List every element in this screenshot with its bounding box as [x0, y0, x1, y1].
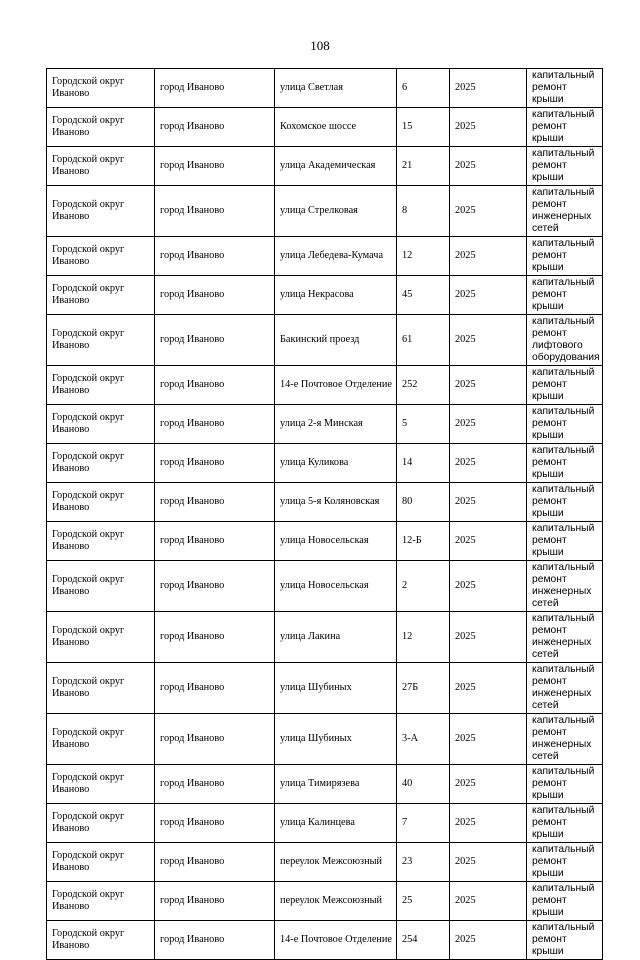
table-row — [47, 561, 603, 612]
table-row — [47, 522, 603, 561]
cell-city: город Иваново — [155, 108, 275, 147]
cell-city: город Иваново — [155, 804, 275, 843]
cell-house-number: 252 — [397, 366, 450, 405]
cell-district: Городской округ Иваново — [47, 147, 155, 186]
cell-year: 2025 — [450, 108, 527, 147]
cell-year: 2025 — [450, 804, 527, 843]
cell-city: город Иваново — [155, 882, 275, 921]
cell-work-type: капитальный ремонт крыши — [527, 882, 603, 921]
cell-city: город Иваново — [155, 237, 275, 276]
cell-year: 2025 — [450, 237, 527, 276]
cell-street: улица Новосельская — [275, 561, 397, 612]
cell-city: город Иваново — [155, 522, 275, 561]
cell-year: 2025 — [450, 276, 527, 315]
cell-house-number: 15 — [397, 108, 450, 147]
table-row — [47, 147, 603, 186]
cell-street: улица Шубиных — [275, 663, 397, 714]
cell-work-type: капитальный ремонт крыши — [527, 522, 603, 561]
table-row — [47, 405, 603, 444]
cell-district: Городской округ Иваново — [47, 276, 155, 315]
cell-work-type: капитальный ремонт крыши — [527, 237, 603, 276]
table-row — [47, 663, 603, 714]
cell-street: улица Академическая — [275, 147, 397, 186]
cell-street: 14-е Почтовое Отделение — [275, 366, 397, 405]
cell-year: 2025 — [450, 663, 527, 714]
cell-year: 2025 — [450, 882, 527, 921]
cell-work-type: капитальный ремонт крыши — [527, 147, 603, 186]
cell-street: улица Лакина — [275, 612, 397, 663]
cell-city: город Иваново — [155, 147, 275, 186]
cell-work-type: капитальный ремонт инженерных сетей — [527, 186, 603, 237]
cell-district: Городской округ Иваново — [47, 366, 155, 405]
cell-year: 2025 — [450, 69, 527, 108]
cell-house-number: 40 — [397, 765, 450, 804]
cell-work-type: капитальный ремонт крыши — [527, 804, 603, 843]
cell-house-number: 12-Б — [397, 522, 450, 561]
cell-year: 2025 — [450, 843, 527, 882]
table-row — [47, 483, 603, 522]
table-row — [47, 765, 603, 804]
cell-year: 2025 — [450, 561, 527, 612]
cell-street: улица Куликова — [275, 444, 397, 483]
cell-year: 2025 — [450, 444, 527, 483]
cell-year: 2025 — [450, 714, 527, 765]
cell-street: улица Светлая — [275, 69, 397, 108]
cell-house-number: 45 — [397, 276, 450, 315]
cell-house-number: 6 — [397, 69, 450, 108]
cell-district: Городской округ Иваново — [47, 921, 155, 960]
cell-city: город Иваново — [155, 921, 275, 960]
cell-year: 2025 — [450, 405, 527, 444]
table-row — [47, 315, 603, 366]
cell-district: Городской округ Иваново — [47, 882, 155, 921]
cell-house-number: 25 — [397, 882, 450, 921]
table-row — [47, 804, 603, 843]
cell-year: 2025 — [450, 612, 527, 663]
cell-street: Бакинский проезд — [275, 315, 397, 366]
cell-street: улица Шубиных — [275, 714, 397, 765]
cell-year: 2025 — [450, 147, 527, 186]
cell-year: 2025 — [450, 483, 527, 522]
table-row — [47, 444, 603, 483]
cell-city: город Иваново — [155, 612, 275, 663]
cell-work-type: капитальный ремонт крыши — [527, 921, 603, 960]
table-row — [47, 108, 603, 147]
cell-city: город Иваново — [155, 765, 275, 804]
cell-street: улица 5-я Коляновская — [275, 483, 397, 522]
cell-work-type: капитальный ремонт крыши — [527, 765, 603, 804]
cell-city: город Иваново — [155, 663, 275, 714]
cell-house-number: 23 — [397, 843, 450, 882]
cell-district: Городской округ Иваново — [47, 237, 155, 276]
cell-district: Городской округ Иваново — [47, 444, 155, 483]
cell-district: Городской округ Иваново — [47, 108, 155, 147]
cell-year: 2025 — [450, 921, 527, 960]
cell-work-type: капитальный ремонт инженерных сетей — [527, 612, 603, 663]
cell-house-number: 61 — [397, 315, 450, 366]
cell-district: Городской округ Иваново — [47, 612, 155, 663]
cell-city: город Иваново — [155, 444, 275, 483]
cell-year: 2025 — [450, 522, 527, 561]
cell-house-number: 21 — [397, 147, 450, 186]
cell-street: улица Лебедева-Кумача — [275, 237, 397, 276]
cell-house-number: 12 — [397, 237, 450, 276]
cell-work-type: капитальный ремонт инженерных сетей — [527, 663, 603, 714]
cell-house-number: 2 — [397, 561, 450, 612]
cell-work-type: капитальный ремонт инженерных сетей — [527, 561, 603, 612]
cell-street: улица Стрелковая — [275, 186, 397, 237]
cell-district: Городской округ Иваново — [47, 69, 155, 108]
table-row — [47, 882, 603, 921]
cell-district: Городской округ Иваново — [47, 804, 155, 843]
cell-year: 2025 — [450, 315, 527, 366]
cell-house-number: 3-А — [397, 714, 450, 765]
cell-work-type: капитальный ремонт крыши — [527, 69, 603, 108]
cell-city: город Иваново — [155, 366, 275, 405]
cell-street: улица Некрасова — [275, 276, 397, 315]
table-row — [47, 186, 603, 237]
cell-work-type: капитальный ремонт крыши — [527, 276, 603, 315]
cell-house-number: 254 — [397, 921, 450, 960]
cell-year: 2025 — [450, 366, 527, 405]
cell-house-number: 27Б — [397, 663, 450, 714]
cell-district: Городской округ Иваново — [47, 522, 155, 561]
table-row — [47, 612, 603, 663]
cell-district: Городской округ Иваново — [47, 765, 155, 804]
cell-street: улица Новосельская — [275, 522, 397, 561]
page-number: 108 — [310, 38, 330, 53]
cell-district: Городской округ Иваново — [47, 561, 155, 612]
repair-schedule-table — [46, 68, 603, 960]
cell-work-type: капитальный ремонт крыши — [527, 843, 603, 882]
cell-work-type: капитальный ремонт крыши — [527, 366, 603, 405]
cell-district: Городской округ Иваново — [47, 714, 155, 765]
cell-city: город Иваново — [155, 186, 275, 237]
cell-city: город Иваново — [155, 315, 275, 366]
cell-house-number: 8 — [397, 186, 450, 237]
cell-district: Городской округ Иваново — [47, 663, 155, 714]
cell-district: Городской округ Иваново — [47, 843, 155, 882]
table-row — [47, 921, 603, 960]
cell-city: город Иваново — [155, 561, 275, 612]
table-body — [47, 69, 603, 960]
cell-house-number: 5 — [397, 405, 450, 444]
cell-house-number: 12 — [397, 612, 450, 663]
cell-street: переулок Межсоюзный — [275, 882, 397, 921]
cell-house-number: 14 — [397, 444, 450, 483]
cell-year: 2025 — [450, 765, 527, 804]
cell-year: 2025 — [450, 186, 527, 237]
cell-city: город Иваново — [155, 405, 275, 444]
table-row — [47, 843, 603, 882]
cell-work-type: капитальный ремонт лифтового оборудования — [527, 315, 603, 366]
cell-work-type: капитальный ремонт крыши — [527, 108, 603, 147]
cell-street: 14-е Почтовое Отделение — [275, 921, 397, 960]
cell-work-type: капитальный ремонт инженерных сетей — [527, 714, 603, 765]
cell-street: улица Тимирязева — [275, 765, 397, 804]
table-row — [47, 366, 603, 405]
cell-house-number: 80 — [397, 483, 450, 522]
table-row — [47, 276, 603, 315]
cell-street: Кохомское шоссе — [275, 108, 397, 147]
cell-house-number: 7 — [397, 804, 450, 843]
cell-street: переулок Межсоюзный — [275, 843, 397, 882]
table-row — [47, 237, 603, 276]
cell-work-type: капитальный ремонт крыши — [527, 405, 603, 444]
cell-district: Городской округ Иваново — [47, 483, 155, 522]
cell-district: Городской округ Иваново — [47, 315, 155, 366]
cell-work-type: капитальный ремонт крыши — [527, 483, 603, 522]
cell-city: город Иваново — [155, 843, 275, 882]
cell-city: город Иваново — [155, 276, 275, 315]
cell-district: Городской округ Иваново — [47, 405, 155, 444]
table-row — [47, 714, 603, 765]
cell-city: город Иваново — [155, 483, 275, 522]
cell-district: Городской округ Иваново — [47, 186, 155, 237]
table-row — [47, 69, 603, 108]
cell-city: город Иваново — [155, 714, 275, 765]
cell-work-type: капитальный ремонт крыши — [527, 444, 603, 483]
cell-street: улица Калинцева — [275, 804, 397, 843]
cell-city: город Иваново — [155, 69, 275, 108]
cell-street: улица 2-я Минская — [275, 405, 397, 444]
